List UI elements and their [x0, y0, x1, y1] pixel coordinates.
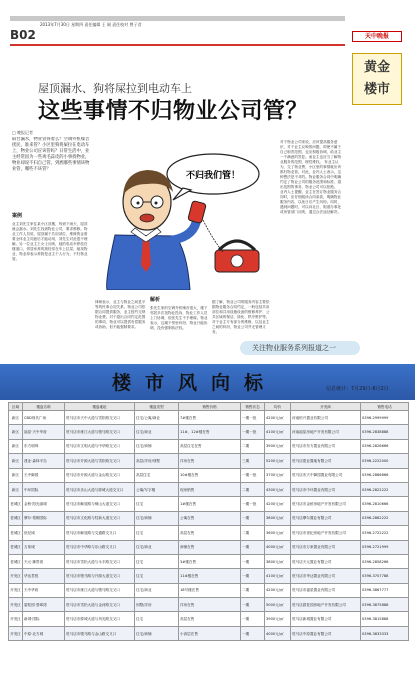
table-row — [9, 583, 409, 597]
cell-price: 4200元/㎡ — [265, 497, 291, 511]
cell-developer: 河南福星房地产开发有限公司 — [291, 425, 361, 439]
cell-price: 5200元/㎡ — [265, 454, 291, 468]
cell-address: 驻马店市解放路与交通路交叉口 — [65, 526, 135, 540]
cell-developer: 驻马店市福星置业有限公司 — [291, 583, 361, 597]
cell-phone: 0396-2862222 — [361, 511, 409, 525]
col-header-phone: 销售电话 — [361, 403, 409, 411]
cell-name: 天元·御景湾 — [23, 554, 65, 568]
cell-name: 世纪城 — [23, 526, 65, 540]
col-header-region: 区域 — [9, 403, 23, 411]
article-headline: 这些事情不归物业公司管？ — [38, 99, 309, 124]
cell-price: 4000元/㎡ — [265, 626, 291, 640]
cell-name: 中原·北方城 — [23, 626, 65, 640]
cell-price: 3900元/㎡ — [265, 439, 291, 453]
cell-sale-info: 高层在售 — [179, 526, 241, 540]
cell-developer: 河南恒兴置业有限公司 — [291, 411, 361, 425]
cell-phone: 0396-3833333 — [361, 626, 409, 640]
col-header-type: 楼盘类型 — [135, 403, 179, 411]
cell-type: 高层住宅 — [135, 468, 179, 482]
table-row — [9, 454, 409, 468]
cell-type: 住宅/商铺 — [135, 626, 179, 640]
cell-price: 4200元/㎡ — [265, 583, 291, 597]
cell-phone: 0396-2826666 — [361, 439, 409, 453]
cell-sale-info: 7#楼在售 — [179, 411, 241, 425]
cell-name: 天中华府 — [23, 583, 65, 597]
cell-phone: 0396-3875888 — [361, 598, 409, 612]
cell-price: 4100元/㎡ — [265, 425, 291, 439]
cell-address: 驻马店市文明大道与中华路交叉口 — [65, 439, 135, 453]
section-label-line2: 楼市 — [363, 82, 390, 97]
cell-sale-info: 3#楼在售 — [179, 554, 241, 568]
cell-name: 万象城 — [23, 540, 65, 554]
col-header-name: 楼盘名称 — [23, 403, 65, 411]
cell-address: 驻马店市乐山大道与驿城大道交叉口 — [65, 482, 135, 496]
cell-developer: 驻马店市世纪房地产开发有限公司 — [291, 526, 361, 540]
cell-region: 新区 — [9, 411, 23, 425]
cell-region: 新区 — [9, 482, 23, 496]
cell-sale-info: 10#楼在售 — [179, 468, 241, 482]
cell-status: 一期 — [241, 612, 265, 626]
cell-address: 驻马店市驿城大道与风光路交叉口 — [65, 612, 135, 626]
cell-address: 驻马店市练江大道与骏马路交叉口 — [65, 583, 135, 597]
cell-sale-info: 小高层在售 — [179, 626, 241, 640]
cell-region: 开发区 — [9, 626, 23, 640]
subhead-case: 案例 — [12, 213, 23, 219]
cell-status: 一期 — [241, 569, 265, 583]
cell-region: 开发区 — [9, 569, 23, 583]
cell-price: 4300元/㎡ — [265, 482, 291, 496]
table-row — [9, 411, 409, 425]
cell-region: 新区 — [9, 468, 23, 482]
series-banner — [240, 341, 360, 355]
cell-type: 住宅/商业 — [135, 425, 179, 439]
cell-phone: 0396-3815888 — [361, 612, 409, 626]
cell-price: 4100元/㎡ — [265, 569, 291, 583]
section-label-line1: 黄金 — [363, 60, 390, 75]
cell-status: 一期 — [241, 540, 265, 554]
cell-phone: 0396-2838888 — [361, 425, 409, 439]
cell-status: 一期 — [241, 598, 265, 612]
cell-region: 新区 — [9, 454, 23, 468]
cell-sale-info: 洋房在售 — [179, 598, 241, 612]
cell-sale-info: 11#、12#楼在售 — [179, 425, 241, 439]
article-column-3: 据了解，物业公司的服务内容主要依据物业服务合同约定，一般包括共用部位和共用设施设备的维修养护、公共区域的保洁、绿化、秩序维护等。对于业主专有部分的维修，以及业主之间的纠纷，物业公司并无管理义务。 — [212, 300, 270, 334]
cell-status: 一期一批 — [241, 425, 265, 439]
cell-phone: 0396-2722222 — [361, 526, 409, 540]
cell-sale-info: 洋房在售 — [179, 454, 241, 468]
phone-icon — [188, 201, 207, 224]
cell-sale-info: 现房销售 — [179, 482, 241, 496]
cell-status: 一期一批 — [241, 411, 265, 425]
cell-phone: 0396-2858266 — [361, 554, 409, 568]
cell-status: 二期 — [241, 583, 265, 597]
cell-sale-info: 高层住宅在售 — [179, 439, 241, 453]
cell-phone: 0396-2999999 — [361, 411, 409, 425]
cell-region: 新区 — [9, 439, 23, 453]
top-strip — [10, 16, 345, 21]
cell-region: 老城区 — [9, 540, 23, 554]
cell-phone: 0396-3707788 — [361, 569, 409, 583]
cell-price: 4200元/㎡ — [265, 411, 291, 425]
cell-status: 二期 — [241, 439, 265, 453]
article-lead: 阳台漏水，物业管得着么？空调外机噪音扰民，谁来管？小区里狗将屎拉在电动车上，物业公司应该管吗？日常生活中，业主经常因为一些鸡毛蒜皮的小事找物业，物业却说不归自己管。到底哪些事情该物业管，哪些不该管？ — [12, 137, 90, 172]
cell-developer: 驻马店天元置业有限公司 — [291, 554, 361, 568]
cell-type: 住宅 — [135, 497, 179, 511]
cell-region: 开发区 — [9, 612, 23, 626]
cell-type: 公寓/写字楼 — [135, 482, 179, 496]
cell-name: 碧桂园·翡翠湾 — [23, 598, 65, 612]
issue-meta: 2013年7月30日 星期四 责任编辑 王 刚 责任校对 曾子君 — [40, 22, 142, 27]
article-column-1: 业主刘先生家住某小区顶楼，每到下雨天，屋顶就会漏水。刘先生找到物业公司，要求维修。物业工作人员说，屋顶属于共用部位，维修资金需要全体业主同意后才能动用，刘先生对此很不理解。另一位业主王女士反映，她的电动车停放在楼道口，邻居家养的狗经常在车上拉屎，她找物业，物业却表示养狗是业主个人行为，不归物业管。 — [12, 222, 88, 261]
property-table-body — [9, 411, 409, 641]
cell-type: 别墅/洋房 — [135, 598, 179, 612]
cell-type: 住宅/商铺 — [135, 439, 179, 453]
cell-address: 驻马店市骏马路与金山路交叉口 — [65, 626, 135, 640]
cell-name: CBD现代广场 — [23, 411, 65, 425]
cell-sale-info: 高层在售 — [179, 612, 241, 626]
cell-address: 驻马店市雪松大道与永丰路交叉口 — [65, 554, 135, 568]
table-date-note: 信息统计：7月29日-8月2日 — [326, 386, 389, 392]
cell-status: 一期 — [241, 511, 265, 525]
cell-status: 一期一批 — [241, 468, 265, 482]
cell-price: 3800元/㎡ — [265, 554, 291, 568]
cell-type: 住宅 — [135, 612, 179, 626]
cell-price: 5000元/㎡ — [265, 598, 291, 612]
cell-type: 住宅 — [135, 554, 179, 568]
article-byline: □ 晚报记者 — [12, 130, 34, 135]
table-row — [9, 612, 409, 626]
cell-sale-info: 11#楼在售 — [179, 569, 241, 583]
cell-region: 老城区 — [9, 497, 23, 511]
cell-address: 驻马店市文化路与驻新大道交叉口 — [65, 511, 135, 525]
table-row — [9, 511, 409, 525]
cell-status: 一期 — [241, 626, 265, 640]
cell-status: 一期 — [241, 554, 265, 568]
article-column-right: 对于物业公司来说，应该提高服务意识，对于业主反映的问题，即使不属于自己职责范围，也应积极协调，给业主一个满意的答复。而业主也应当了解物业服务的范围，理性维权。 有业主认为，交了物业费，小区里的事情就应该都归物业管。对此，业内人士表示，这种想法是不对的。物业服务合同中明确约定了物业公司的服务范围和标准，超出范围的事务，物业公司可以拒绝。 业内人士提醒，业主在签订物业服务合同时，应仔细阅读合同条款，明确物业服务内容，以免日后产生纠纷。同时，遇到问题时，可以向社区、街道办事处或房管部门反映，通过合法途径解决。 — [280, 140, 342, 214]
cell-address: 驻马店市骏马路与开源大道交叉口 — [65, 569, 135, 583]
cell-region: 开发区 — [9, 583, 23, 597]
col-header-price: 均价 — [265, 403, 291, 411]
cell-name: 中环国际 — [23, 482, 65, 496]
table-row — [9, 526, 409, 540]
table-row — [9, 626, 409, 640]
cell-status: 三期 — [241, 454, 265, 468]
cell-status: 二期 — [241, 482, 265, 496]
cell-developer: 驻马店市东方置业有限公司 — [291, 439, 361, 453]
cell-sale-info: 商铺在售 — [179, 540, 241, 554]
cell-region: 老城区 — [9, 554, 23, 568]
cell-name: 东方明珠 — [23, 439, 65, 453]
cell-type: 住宅 — [135, 569, 179, 583]
article-column-2: 张先生家的空调外机噪音很大，楼下邻居多次找物业投诉，物业工作人员上门协调，但张先生不予理睬。物业表示，这属于邻里纠纷，物业只能协调，没有强制执法权。 — [150, 306, 208, 330]
cell-phone: 0396-3867777 — [361, 583, 409, 597]
section-label — [352, 53, 402, 105]
cell-status: 一期一批 — [241, 497, 265, 511]
cell-developer: 驻马店摩尔置业有限公司 — [291, 511, 361, 525]
speech-bubble-text: 不归我们管！ — [185, 171, 241, 181]
cell-phone: 0396-2810666 — [361, 497, 409, 511]
cell-name: 福星·天中华府 — [23, 425, 65, 439]
cell-name: 摩尔·梧桐国际 — [23, 511, 65, 525]
cell-phone: 0396-2886666 — [361, 468, 409, 482]
cell-developer: 驻马店中原置业有限公司 — [291, 626, 361, 640]
cell-address: 驻马店市天中大道与雪松路交叉口 — [65, 411, 135, 425]
series-banner-text: 关注物业服务系列报道之一 — [252, 344, 336, 352]
header-rule — [10, 44, 345, 46]
cell-name: 金桥·阳光丽城 — [23, 497, 65, 511]
cell-phone: 0396-2721999 — [361, 540, 409, 554]
col-header-sale-info: 销售价格 — [179, 403, 241, 411]
cell-name: 建业·森林半岛 — [23, 454, 65, 468]
cell-region: 老城区 — [9, 526, 23, 540]
cell-sale-info: 18号楼在售 — [179, 583, 241, 597]
table-row — [9, 598, 409, 612]
cell-name: 华达君悦 — [23, 569, 65, 583]
cell-address: 驻马店市雪松大道与金河路交叉口 — [65, 598, 135, 612]
page-number: B02 — [10, 28, 36, 42]
subhead-analysis: 解析 — [150, 297, 161, 303]
cell-type: 住宅/商业 — [135, 583, 179, 597]
cell-developer: 驻马店市金桥房地产开发有限公司 — [291, 497, 361, 511]
cell-name: 天中御园 — [23, 468, 65, 482]
cell-type: 住宅 — [135, 526, 179, 540]
cell-type: 住宅/商业 — [135, 540, 179, 554]
cell-developer: 驻马店建业置地有限公司 — [291, 454, 361, 468]
cell-price: 3600元/㎡ — [265, 526, 291, 540]
cell-region: 老城区 — [9, 511, 23, 525]
article-kicker: 屋顶漏水、狗将屎拉到电动车上 — [38, 82, 192, 95]
newspaper-logo: 天中晚报 — [352, 31, 402, 42]
cell-phone: 0396-2822222 — [361, 482, 409, 496]
cell-type: 高层/洋房/别墅 — [135, 454, 179, 468]
property-table — [8, 402, 409, 641]
cell-developer: 驻马店市天中御园置业有限公司 — [291, 468, 361, 482]
table-row — [9, 540, 409, 554]
cell-developer: 驻马店市华达置业有限公司 — [291, 569, 361, 583]
cell-name: 新城·国际 — [23, 612, 65, 626]
cell-sale-info: 1#楼在售 — [179, 497, 241, 511]
cell-type: 住宅/商铺 — [135, 511, 179, 525]
cell-address: 驻马店市解放路与铜山大道交叉口 — [65, 497, 135, 511]
table-row — [9, 569, 409, 583]
cell-address: 驻马店市开源大道与雪松路交叉口 — [65, 454, 135, 468]
cell-price: 3800元/㎡ — [265, 511, 291, 525]
cell-developer: 驻马店市万象置业有限公司 — [291, 540, 361, 554]
cell-region: 开发区 — [9, 598, 23, 612]
article-column-4: 律师表示，业主与物业之间是平等的民事合同关系，物业公司依据合同提供服务，业主按约交纳物业费。对于超出合同约定范围的事项，物业可以提供有偿服务或协助，但不能强制要求。 — [95, 300, 146, 329]
cell-phone: 0396-2222000 — [361, 454, 409, 468]
cell-address: 驻马店市中华路与乐山路交叉口 — [65, 540, 135, 554]
table-header-row — [9, 403, 409, 411]
cell-status: 二期 — [241, 526, 265, 540]
cell-developer: 驻马店市中环置业有限公司 — [291, 482, 361, 496]
cell-price: 4000元/㎡ — [265, 540, 291, 554]
cell-price: 3900元/㎡ — [265, 612, 291, 626]
cartoon-illustration — [95, 140, 265, 290]
cell-sale-info: 公寓在售 — [179, 511, 241, 525]
table-row — [9, 439, 409, 453]
col-header-developer: 开发商 — [291, 403, 361, 411]
table-row — [9, 468, 409, 482]
cell-developer: 驻马店新城置业有限公司 — [291, 612, 361, 626]
col-header-address: 楼盘地址 — [65, 403, 135, 411]
cell-type: 住宅/公寓/商业 — [135, 411, 179, 425]
cell-address: 驻马店市开源大道与金山路交叉口 — [65, 468, 135, 482]
table-title: 楼市风向标 — [112, 372, 278, 394]
table-row — [9, 482, 409, 496]
table-row — [9, 497, 409, 511]
cell-address: 驻马店市练江大道与骏马路交叉口 — [65, 425, 135, 439]
table-row — [9, 554, 409, 568]
col-header-status: 销售状态 — [241, 403, 265, 411]
cell-developer: 驻马店碧桂园房地产开发有限公司 — [291, 598, 361, 612]
table-row — [9, 425, 409, 439]
cell-price: 3700元/㎡ — [265, 468, 291, 482]
cell-region: 新区 — [9, 425, 23, 439]
